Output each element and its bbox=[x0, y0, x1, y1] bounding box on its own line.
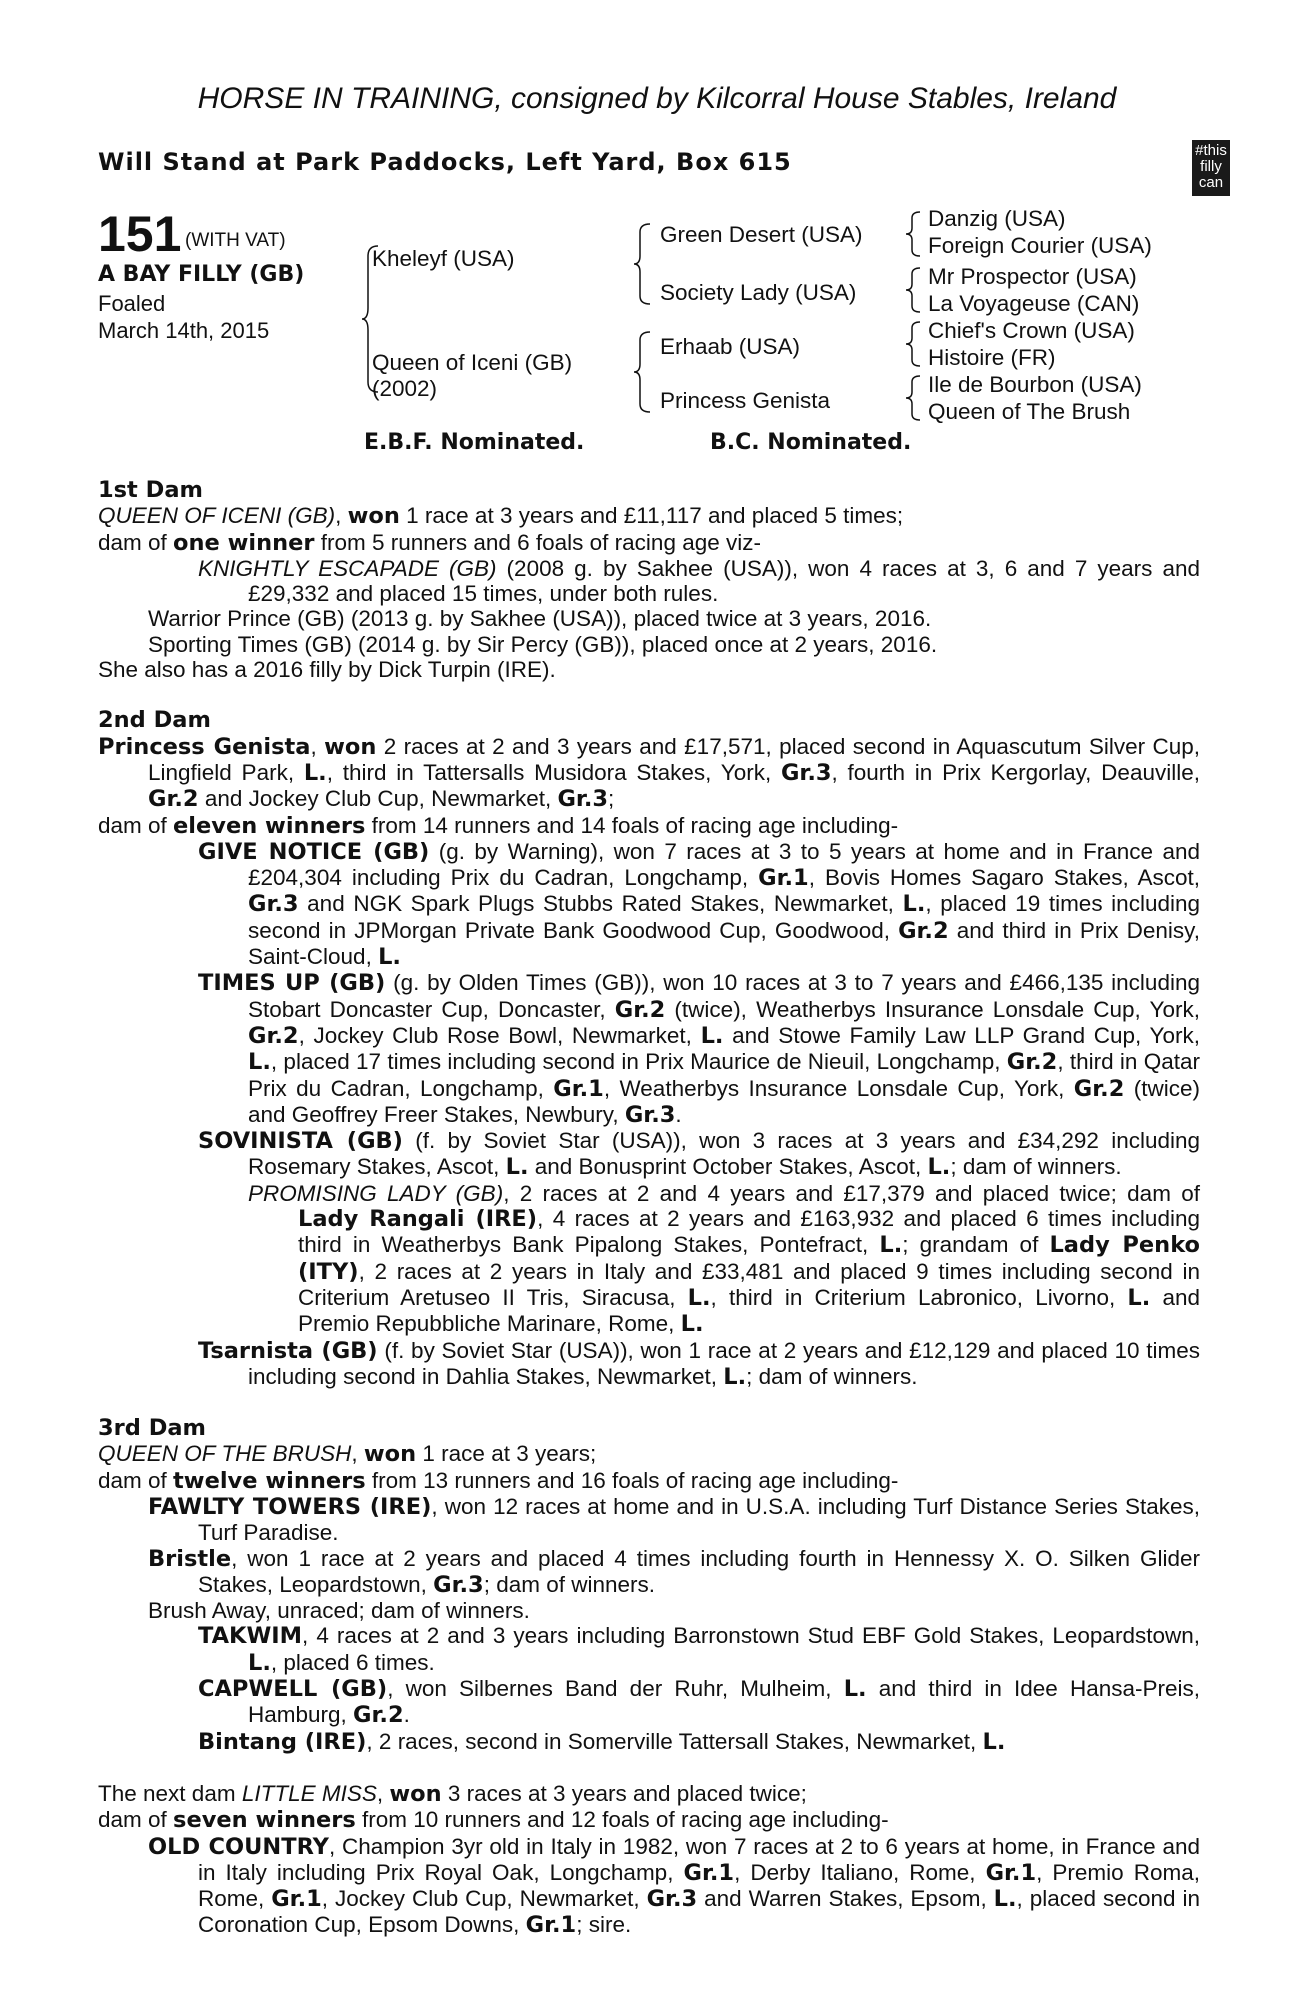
third-dam-heading: 3rd Dam bbox=[98, 1415, 206, 1442]
second-dam-runner: TIMES UP (GB) (g. by Olden Times (GB)), won 10 races at 3 to 7 years and £466,135 including Stobart Doncaster Cup, Doncaster, Gr.2 (twice), Weatherbys Insurance Lonsdale Cup, York, Gr.2, Jockey Club Rose Bowl, Newmarket, L. and Stowe Family Law LLP Grand Cup, York, L., placed 17 times including second in Prix Maurice de Nieuil, Longchamp, Gr.2, third in Qatar Prix du Cadran, Longchamp, Gr.1, Weatherbys Insurance Lonsdale Cup, York, Gr.2 (twice) and Geoffrey Freer Stakes, Newbury, Gr.3. bbox=[198, 970, 1201, 1128]
first-dam-heading: 1st Dam bbox=[98, 477, 203, 503]
lot-number: 151 bbox=[98, 206, 182, 262]
pedigree-sdd: La Voyageuse (CAN) bbox=[928, 291, 1140, 316]
vat-label: (WITH VAT) bbox=[185, 230, 286, 251]
pedigree-dd: Princess Genista bbox=[660, 388, 831, 413]
pedigree-sds: Mr Prospector (USA) bbox=[928, 264, 1137, 289]
second-dam-summary: Princess Genista, won 2 races at 2 and 3 years and £17,571, placed second in Aquascutum Silver Cup, Lingfield Park, L., third in Tattersalls Musidora Stakes, York, Gr.3, fourth in Prix Kergorlay, Deauville, Gr.2 and Jockey Club Cup, Newmarket, Gr.3; bbox=[98, 733, 1200, 813]
pedigree-ssd: Foreign Courier (USA) bbox=[928, 233, 1152, 258]
first-dam-runner: KNIGHTLY ESCAPADE (GB) (2008 g. by Sakhee (USA)), won 4 races at 3, 6 and 7 years and £29,332 and placed 15 times, under both rules. bbox=[198, 555, 1200, 607]
pedigree-ds: Erhaab (USA) bbox=[660, 334, 801, 359]
pedigree-bracket-sd bbox=[906, 266, 924, 314]
pedigree-ddd: Queen of The Brush bbox=[928, 399, 1131, 424]
third-dam-runner: Brush Away, unraced; dam of winners. bbox=[148, 1598, 530, 1624]
pedigree-bracket-dd bbox=[906, 374, 924, 422]
horse-name: A BAY FILLY (GB) bbox=[98, 262, 305, 287]
catalogue-text bbox=[98, 478, 1200, 1939]
second-dam-produce: dam of eleven winners from 14 runners and 14 foals of racing age including- bbox=[98, 812, 899, 839]
first-dam-summary: QUEEN OF ICENI (GB), won 1 race at 3 years and £11,117 and placed 5 times; bbox=[98, 503, 904, 530]
first-dam-produce: dam of one winner from 5 runners and 6 foals of racing age viz- bbox=[98, 529, 761, 556]
first-dam-runner: Warrior Prince (GB) (2013 g. by Sakhee (USA)), placed twice at 3 years, 2016. bbox=[148, 606, 932, 632]
foaled-label: Foaled bbox=[98, 291, 166, 316]
bc-nomination: B.C. Nominated. bbox=[710, 430, 912, 455]
pedigree-bracket-sire bbox=[634, 222, 654, 306]
pedigree-dds: Ile de Bourbon (USA) bbox=[928, 372, 1142, 397]
pedigree-sss: Danzig (USA) bbox=[928, 206, 1066, 231]
third-dam-produce: dam of twelve winners from 13 runners and 16 foals of racing age including- bbox=[98, 1467, 899, 1494]
second-dam-runner: GIVE NOTICE (GB) (g. by Warning), won 7 races at 3 to 5 years at home and in France and £204,304 including Prix du Cadran, Longchamp, Gr.1, Bovis Homes Sagaro Stakes, Ascot, Gr.3 and NGK Spark Plugs Stubbs Rated Stakes, Newmarket, L., placed 19 times including second in JPMorgan Private Bank Goodwood Cup, Goodwood, Gr.2 and third in Prix Denisy, Saint-Cloud, L. bbox=[198, 838, 1201, 971]
third-dam-grand-runner: CAPWELL (GB), won Silbernes Band der Ruhr, Mulheim, L. and third in Idee Hansa-Preis, Hamburg, Gr.2. bbox=[198, 1676, 1200, 1729]
second-dam-grand-produce: PROMISING LADY (GB), 2 races at 2 and 4 years and £17,379 and placed twice; dam of Lady Rangali (IRE), 4 races at 2 years and £163,932 and placed 6 times including third in Weatherbys Bank Pipalong Stakes, Pontefract, L.; grandam of Lady Penko (ITY), 2 races at 2 years in Italy and £33,481 and placed 9 times including second in Criterium Aretuseo II Tris, Siracusa, L., third in Criterium Labronico, Livorno, L. and Premio Repubbliche Marinare, Rome, L. bbox=[248, 1180, 1201, 1338]
second-dam-runner: SOVINISTA (GB) (f. by Soviet Star (USA)), won 3 races at 3 years and £34,292 including Rosemary Stakes, Ascot, L. and Bonusprint October Stakes, Ascot, L.; dam of winners. bbox=[198, 1128, 1201, 1181]
third-dam-grand-runner: TAKWIM, 4 races at 2 and 3 years including Barronstown Stud EBF Gold Stakes, Leopardstown, L., placed 6 times. bbox=[198, 1623, 1200, 1676]
first-dam-runner: Sporting Times (GB) (2014 g. by Sir Percy (GB)), placed once at 2 years, 2016. bbox=[148, 631, 938, 657]
pedigree-dam-year: (2002) bbox=[372, 376, 438, 401]
pedigree-dss: Chief's Crown (USA) bbox=[928, 318, 1135, 343]
pedigree-ss: Green Desert (USA) bbox=[660, 222, 863, 247]
stand-location: Will Stand at Park Paddocks, Left Yard, Box 615 bbox=[98, 148, 792, 176]
first-dam-note: She also has a 2016 filly by Dick Turpin (IRE). bbox=[98, 657, 556, 683]
third-dam-grand-runner: Bintang (IRE), 2 races, second in Somerville Tattersall Stakes, Newmarket, L. bbox=[198, 1728, 1006, 1755]
foaled-info bbox=[98, 290, 269, 344]
pedigree-dam: Queen of Iceni (GB) bbox=[372, 350, 573, 375]
pedigree-bracket-dam bbox=[634, 330, 654, 414]
third-dam-runner: FAWLTY TOWERS (IRE), won 12 races at home and in U.S.A. including Turf Distance Series Stakes, Turf Paradise. bbox=[148, 1493, 1200, 1546]
pedigree-sd: Society Lady (USA) bbox=[660, 280, 857, 305]
page-title: HORSE IN TRAINING, consigned by Kilcorral House Stables, Ireland bbox=[197, 82, 1117, 115]
hashtag-badge: #this filly can bbox=[1192, 140, 1230, 196]
pedigree-bracket-ds bbox=[906, 320, 924, 368]
second-dam-runner: Tsarnista (GB) (f. by Soviet Star (USA)), won 1 race at 2 years and £12,129 and placed 10 times including second in Dahlia Stakes, Newmarket, L.; dam of winners. bbox=[198, 1337, 1200, 1390]
second-dam-heading: 2nd Dam bbox=[98, 707, 211, 734]
foaled-date: March 14th, 2015 bbox=[98, 318, 270, 343]
next-dam-runner: OLD COUNTRY, Champion 3yr old in Italy in 1982, won 7 races at 2 to 6 years at home, in France and in Italy including Prix Royal Oak, Longchamp, Gr.1, Derby Italiano, Rome, Gr.1, Premio Roma, Rome, Gr.1, Jockey Club Cup, Newmarket, Gr.3 and Warren Stakes, Epsom, L., placed second in Coronation Cup, Epsom Downs, Gr.1; sire. bbox=[148, 1833, 1200, 1939]
pedigree-bracket-ss bbox=[906, 210, 924, 258]
pedigree-dsd: Histoire (FR) bbox=[928, 345, 1056, 370]
pedigree-sire: Kheleyf (USA) bbox=[372, 246, 515, 271]
next-dam-summary: The next dam LITTLE MISS, won 3 races at 3 years and placed twice; bbox=[98, 1780, 807, 1807]
third-dam-runner: Bristle, won 1 race at 2 years and placed 4 times including fourth in Hennessy X. O. Silken Glider Stakes, Leopardstown, Gr.3; dam of winners. bbox=[148, 1545, 1200, 1598]
third-dam-summary: QUEEN OF THE BRUSH, won 1 race at 3 years; bbox=[98, 1441, 597, 1468]
next-dam-produce: dam of seven winners from 10 runners and 12 foals of racing age including- bbox=[98, 1807, 889, 1834]
ebf-nomination: E.B.F. Nominated. bbox=[364, 430, 585, 455]
